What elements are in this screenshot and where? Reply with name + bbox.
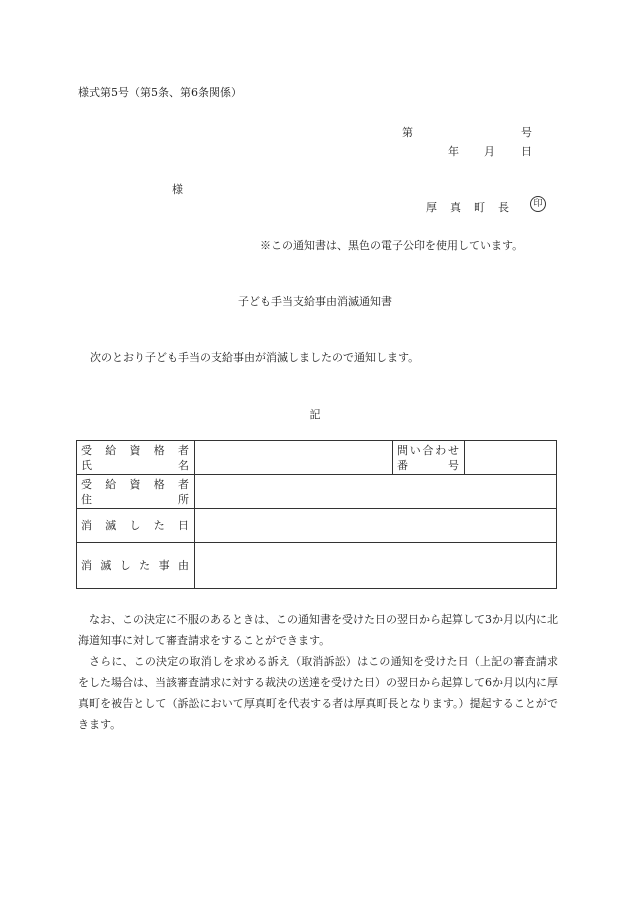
recipient-address-label: 受 給 資 格 者 住 所 (77, 475, 195, 509)
extinction-date-label: 消 滅 し た 日 (77, 509, 195, 543)
record-table (76, 440, 557, 589)
ki-heading: 記 (309, 408, 321, 421)
table-row (77, 509, 557, 543)
table-row (77, 441, 557, 475)
seal-stamp: 印 (530, 196, 546, 212)
form-number: 様式第5号（第5条、第6条関係） (78, 86, 242, 99)
lawsuit-notice: さらに、この決定の取消しを求める訴え（取消訴訟）はこの通知を受けた日（上記の審査請求をした場合は、当該審査請求に対する裁決の送達を受けた日）の翌日から起算して6か月以内に厚真町を被告として（訴訟において厚真町を代表する者は厚真町長となります。）提起することができます。 (78, 655, 558, 731)
number-prefix: 第 (402, 126, 413, 139)
sender-char: 真 (450, 201, 461, 214)
date-day: 日 (521, 145, 532, 158)
inquiry-number-value (465, 441, 557, 475)
appeal-notice: なお、この決定に不服のあるときは、この通知書を受けた日の翌日から起算して3か月以内に北海道知事に対して審査請求をすることができます。 (78, 613, 558, 647)
recipient-name-value (195, 441, 393, 475)
date-month: 月 (484, 145, 495, 158)
table-row (77, 543, 557, 589)
sender-char: 長 (498, 201, 509, 214)
addressee-suffix: 様 (172, 183, 183, 196)
table-row (77, 475, 557, 509)
date-year: 年 (448, 145, 459, 158)
number-suffix: 号 (521, 126, 532, 139)
extinction-reason-value (195, 543, 557, 589)
document-title: 子ども手当支給事由消滅通知書 (238, 295, 392, 308)
recipient-name-label: 受 給 資 格 者 氏 名 (77, 441, 195, 475)
electronic-seal-note: ※この通知書は、黒色の電子公印を使用しています。 (260, 239, 524, 252)
sender-char: 厚 (426, 201, 437, 214)
inquiry-number-label: 問 い 合 わ せ 番 号 (393, 441, 465, 475)
recipient-address-value (195, 475, 557, 509)
intro-text: 次のとおり子ども手当の支給事由が消滅しましたので通知します。 (90, 351, 420, 364)
extinction-date-value (195, 509, 557, 543)
sender-char: 町 (474, 201, 485, 214)
extinction-reason-label: 消 滅 し た 事 由 (77, 543, 195, 589)
